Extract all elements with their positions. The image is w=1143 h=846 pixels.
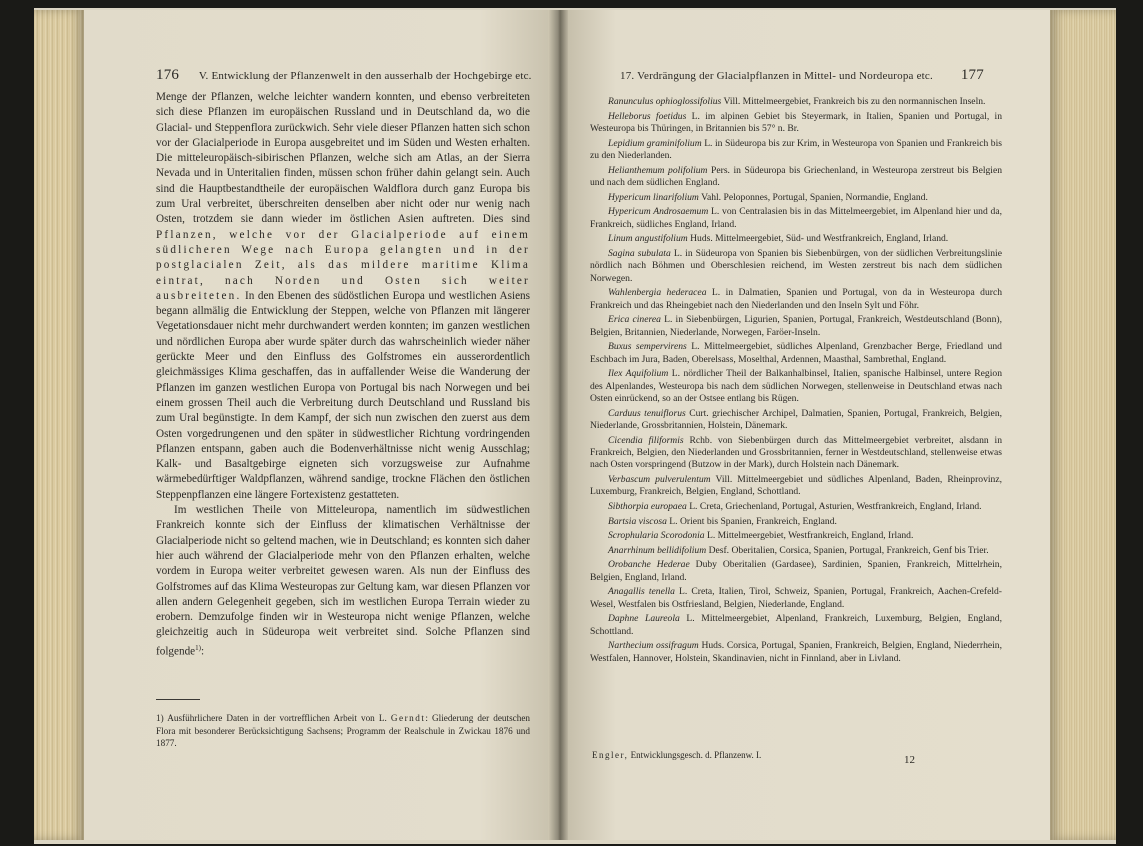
species-name: Linum angustifolium — [608, 233, 688, 245]
footnote-rule — [156, 699, 200, 700]
species-name: Carduus tenuiflorus — [608, 407, 686, 419]
species-distribution: Rchb. von Siebenbürgen durch das Mittelmeergebiet verbreitet, alsdann in Frankreich, Belgien, den Niederlanden und Grossbritannien, ferner in Westdeutschland, stellenweise etwas nach Osten vorspringend (Butzow in der Mark), durch Holstein nach Dänemark. — [590, 434, 1002, 471]
species-distribution: L. in Südeuropa bis zur Krim, in Westeuropa von Spanien und Frankreich bis zu den Niederlanden. — [590, 137, 1002, 161]
book-gutter — [548, 10, 570, 840]
left-running-head: V. Entwicklung der Pflanzenwelt in den ausserhalb der Hochgebirge etc. — [198, 70, 532, 82]
species-distribution: Duby Oberitalien (Gardasee), Sardinien, Spanien, Frankreich, Mittelrhein, Belgien, England, Irland. — [590, 559, 1002, 583]
species-name: Bartsia viscosa — [608, 515, 667, 527]
para1-part-b: In den Ebenen des südöstlichen Europa und westlichen Asiens begann allmälig die Entwicklung der Steppen, welche von Pflanzen mit längerer Vegetationsdauer nicht mehr durchwandert werden konnten; im ganzen westlichen und nördlichen Europa aber wurde später durch das wahrscheinlich wieder näher gerückte Meer und den Einfluss des Golfstromes ein ausserordentlich gleichmässiges Klima geschaffen, das in auffallender Weise die Wanderung der Pflanzen im ganzen westlichen Europa von Portugal bis nach Norwegen und bei einem grossen Theil auch die Verbreitung durch Deutschland und Russland bis zum Ural begünstigte. In dem Kampf, der sich nun zwischen den zuerst aus dem Osten vorgedrungenen und den später in südwestlicher Richtung vordringenden Pflanzen entspann, gaben auch die Bodenverhältnisse nicht wenig Ausschlag; Kalk- und Basaltgebirge eigneten sich vorzugsweise zur Aufnahme wärmebedürftiger Waldpflanzen, während sandige, trockne Flächen den östlichen Steppenpflanzen eine längere Fortexistenz gestatteten. — [156, 289, 530, 501]
species-name: Helianthemum polifolium — [608, 164, 708, 176]
right-running-head: 17. Verdrängung der Glacialpflanzen in Mittel- und Nordeuropa etc. — [620, 70, 933, 82]
species-entry — [590, 111, 1002, 136]
species-entry — [590, 501, 1002, 513]
species-name: Orobanche Hederae — [608, 559, 690, 571]
page-edges-left — [34, 10, 84, 840]
species-list — [590, 96, 1002, 667]
species-name: Scrophularia Scorodonia — [608, 530, 705, 542]
species-distribution: L. in Dalmatien, Spanien und Portugal, von da in Westeuropa durch Frankreich und das Rheingebiet nach den Niederlanden und den Inseln Sylt und Föhr. — [590, 287, 1003, 311]
species-entry — [590, 516, 1002, 528]
printer-signature: 12 — [904, 754, 915, 766]
species-entry — [590, 165, 1002, 190]
species-name: Sagina subulata — [608, 247, 671, 259]
species-name: Daphne Laureola — [608, 613, 680, 625]
species-entry — [590, 613, 1002, 638]
species-distribution: L. Orient bis Spanien, Frankreich, England. — [666, 515, 837, 527]
species-name: Wahlenbergia hederacea — [608, 287, 707, 299]
species-entry — [590, 287, 1002, 312]
species-name: Hypericum linarifolium — [608, 191, 699, 203]
footnote-author: Gerndt — [390, 713, 426, 723]
species-name: Buxus sempervirens — [608, 341, 687, 353]
left-header — [156, 67, 532, 84]
species-distribution: L. Mittelmeergebiet, Alpenland, Frankreich, Luxemburg, Belgien, England, Schottland. — [590, 613, 1002, 637]
species-entry — [590, 408, 1002, 433]
species-entry — [590, 341, 1002, 366]
species-name: Helleborus foetidus — [608, 110, 687, 122]
species-distribution: Pers. in Südeuropa bis Griechenland, in Westeuropa zerstreut bis Belgien und nach dem südlichen England. — [590, 164, 1003, 188]
species-name: Sibthorpia europaea — [608, 501, 687, 512]
species-entry — [590, 138, 1002, 163]
left-paragraph-1 — [156, 90, 530, 503]
species-distribution: L. von Centralasien bis in das Mittelmeergebiet, im Alpenland hier und da, Frankreich, südliches England, Irland. — [590, 206, 1002, 230]
page-edges-right — [1050, 10, 1116, 840]
species-entry — [590, 559, 1002, 584]
para1-spaced-emphasis: Pflanzen, welche vor der Glacialperiode auf einem südlicheren Wege nach Europa gelangten und in der postglacialen Zeit, als das mildere maritime Klima eintrat, nach Norden und Osten sich weiter ausbreiteten. — [156, 228, 530, 302]
species-entry — [590, 368, 1002, 405]
species-name: Anagallis tenella — [608, 586, 675, 598]
species-distribution: L. Creta, Griechenland, Portugal, Asturien, Westfrankreich, England, Irland. — [686, 501, 982, 512]
species-entry — [590, 545, 1002, 557]
species-distribution: Vahl. Peloponnes, Portugal, Spanien, Normandie, England. — [698, 191, 928, 203]
left-page-number: 176 — [156, 67, 180, 83]
footer-author: Engler, — [592, 750, 629, 760]
species-name: Hypericum Androsaemum — [608, 206, 709, 218]
species-entry — [590, 96, 1002, 108]
species-entry — [590, 435, 1002, 472]
species-name: Anarrhinum bellidifolium — [608, 544, 707, 556]
left-body-text — [156, 90, 530, 660]
species-distribution: L. im alpinen Gebiet bis Steyermark, in Italien, Spanien und Portugal, in Westeuropa bis Thüringen, in Britannien bis 57° n. Br. — [590, 110, 1003, 134]
footnote-part-a: 1) Ausführlichere Daten in der vortrefflichen Arbeit von L. — [156, 713, 391, 723]
species-distribution: Curt. griechischer Archipel, Dalmatien, Spanien, Portugal, Frankreich, Belgien, Niederlande, Grossbritannien, Holstein, Dänemark. — [590, 407, 1003, 431]
species-entry — [590, 474, 1002, 499]
species-distribution: Huds. Corsica, Portugal, Spanien, Frankreich, Belgien, England, Niederrhein, Westfalen, Hannover, Holstein, Skandinavien, nicht in Finnland, aber in Livland. — [590, 640, 1002, 664]
para2-end: : — [200, 645, 205, 658]
species-name: Lepidium graminifolium — [608, 137, 702, 149]
species-name: Cicendia filiformis — [608, 434, 684, 446]
species-entry — [590, 192, 1002, 204]
species-distribution: L. nördlicher Theil der Balkanhalbinsel, Italien, spanische Halbinsel, untere Region des Alpenlandes, Westeuropa bis nach dem südlichen Norwegen, stellenweise in Deutschland etwas nach Osten einrückend, so an der Ostsee entlang bis Rügen. — [590, 368, 1002, 404]
species-name: Narthecium ossifragum — [608, 640, 699, 652]
species-name: Erica cinerea — [608, 314, 661, 326]
species-entry — [590, 586, 1002, 611]
species-entry — [590, 530, 1002, 542]
footnote-part-b: : Gliederung der deutschen Flora mit besonderer Berücksichtigung Sachsens; Programm der Realschule in Zwickau 1876 und 1877. — [156, 713, 530, 748]
species-distribution: Vill. Mittelmeergebiet und südliches Alpenland, Baden, Rheinprovinz, Luxemburg, Frankreich, Belgien, England, Schottland. — [590, 474, 1002, 498]
left-footnote — [156, 712, 530, 750]
species-entry — [590, 314, 1002, 339]
species-name: Ranunculus ophioglossifolius — [608, 96, 722, 107]
species-name: Ilex Aquifolium — [608, 368, 669, 380]
left-page — [84, 10, 550, 840]
left-paragraph-2 — [156, 503, 530, 660]
species-entry — [590, 233, 1002, 245]
species-entry — [590, 640, 1002, 665]
species-distribution: L. Creta, Italien, Tirol, Schweiz, Spanien, Portugal, Frankreich, Aachen-Crefeld-Wesel, Westfalen bis Ostfriesland, Belgien, Niederlande, England. — [590, 586, 1002, 610]
species-distribution: Huds. Mittelmeergebiet, Süd- und Westfrankreich, England, Irland. — [687, 233, 949, 245]
species-entry — [590, 206, 1002, 231]
species-distribution: Desf. Oberitalien, Corsica, Spanien, Portugal, Frankreich, Genf bis Trier. — [706, 544, 989, 556]
species-distribution: L. in Siebenbürgen, Ligurien, Spanien, Portugal, Frankreich, Westdeutschland (Bonn), Belgien, Britannien, Niederlande, Norwegen, Faröer-Inseln. — [590, 314, 1002, 338]
footer-title: Entwicklungsgesch. d. Pflanzenw. I. — [628, 750, 762, 760]
right-page-number: 177 — [960, 67, 984, 83]
para1-part-a: Menge der Pflanzen, welche leichter wandern konnten, und ebenso verbreiteten sich diese Pflanzen im europäischen Russland und in Deutschland da, wo die Glacial- und Steppenflora zurückwich. Sehr viele dieser Pflanzen hatten sich schon vor der Glacialperiode in Europa ausgebreitet und im Süden und Westen erhalten. Die mitteleuropäisch-sibirischen Pflanzen, welche sich am Atlas, an der Sierra Nevada und in Unteritalien finden, müssen schon früher dahin gelangt sein. Auch sind die Hauptbestandtheile der europäischen Waldflora durch ganz Europa bis zum Ural verbreitet, überschreiten denselben aber nicht oder nur wenig nach Osten, trotzdem sie dann wieder im östlichen Asien auftreten. Dies sind — [156, 91, 530, 226]
species-distribution: L. Mittelmeergebiet, südliches Alpenland, Grenzbacher Berge, Friedland und Eschbach im Jura, Baden, Oberelsass, Moselthal, Ardennen, Maasthal, Sambrethal, England. — [590, 341, 1002, 365]
species-distribution: L. Mittelmeergebiet, Westfrankreich, England, Irland. — [704, 530, 914, 542]
right-header — [620, 67, 984, 84]
species-distribution: L. in Südeuropa von Spanien bis Siebenbürgen, von der südlichen Verbreitungslinie nördlich nach Böhmen und Oberschlesien reichend, im Westen zerstreut bis nach dem südlichen Norwegen. — [590, 247, 1002, 284]
right-footer — [592, 750, 1004, 766]
species-distribution: Vill. Mittelmeergebiet, Frankreich bis zu den normannischen Inseln. — [721, 96, 986, 107]
right-page — [568, 10, 1050, 840]
species-name: Verbascum pulverulentum — [608, 474, 711, 485]
para2-text: Im westlichen Theile von Mitteleuropa, namentlich im südwestlichen Frankreich konnte sich der Einfluss der klimatischen Verhältnisse der Glacialperiode nicht so geltend machen, wie in Deutschland; es konnten sich daher hier auch während der Glacialperiode mehr von den Pflanzen erhalten, welche vordem in Europa weiter verbreitet gewesen waren. Als nun der Einfluss des Golfstromes auf das Klima Westeuropas zur Geltung kam, war diesen Pflanzen vor allen andern Gelegenheit gegeben, sich im westlichen Europa Terrain wieder zu erobern. Demzufolge finden wir in Westeuropa nicht wenige Pflanzen, welche gleichzeitig auch in Südeuropa weit verbreitet sind. Solche Pflanzen sind folgende — [156, 504, 530, 658]
para2-footnote-ref: 1) — [195, 643, 201, 652]
species-entry — [590, 248, 1002, 285]
